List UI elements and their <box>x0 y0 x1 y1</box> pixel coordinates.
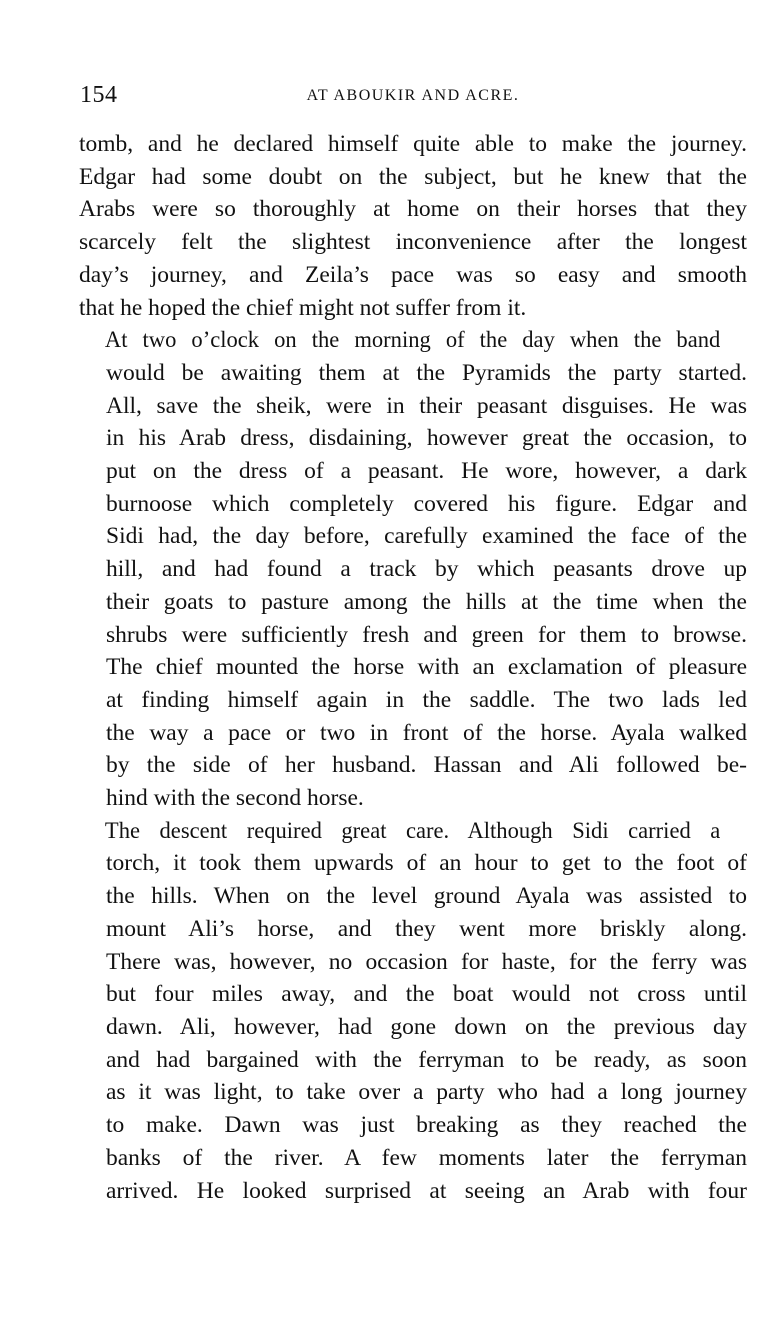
text-line: banks of the river. A few moments later the ferryman <box>106 1144 747 1171</box>
paragraph <box>79 815 747 1207</box>
text-line: All, save the sheik, were in their peasant disguises. He was <box>106 392 747 419</box>
paragraph <box>79 128 747 324</box>
text-line: hind with the second horse. <box>106 785 364 812</box>
text-line: Sidi had, the day before, carefully examined the face of the <box>106 523 747 550</box>
page-number: 154 <box>80 82 118 108</box>
text-line: The chief mounted the horse with an exclamation of pleasure <box>106 654 747 681</box>
text-line: dawn. Ali, however, had gone down on the previous day <box>106 1013 747 1040</box>
text-line: day’s journey, and Zeila’s pace was so easy and smooth <box>79 261 747 288</box>
text-line: in his Arab dress, disdaining, however great the occasion, to <box>106 425 747 452</box>
text-line: by the side of her husband. Hassan and Ali followed be- <box>106 752 747 779</box>
text-line: that he hoped the chief might not suffer from it. <box>79 294 527 321</box>
text-line: arrived. He looked surprised at seeing an Arab with four <box>106 1177 747 1204</box>
text-line: mount Ali’s horse, and they went more briskly along. <box>106 915 747 942</box>
text-line: burnoose which completely covered his figure. Edgar and <box>106 490 747 517</box>
text-line: and had bargained with the ferryman to be ready, as soon <box>106 1046 747 1073</box>
text-line: to make. Dawn was just breaking as they reached the <box>106 1112 747 1139</box>
body-text <box>79 128 747 1207</box>
text-line: Edgar had some doubt on the subject, but he knew that the <box>79 163 747 190</box>
text-line: hill, and had found a track by which peasants drove up <box>106 556 747 583</box>
text-line: Arabs were so thoroughly at home on their horses that they <box>79 196 747 223</box>
text-line: the way a pace or two in front of the horse. Ayala walked <box>106 719 747 746</box>
text-line: at finding himself again in the saddle. The two lads led <box>106 686 747 713</box>
text-line: At two o’clock on the morning of the day when the band <box>104 327 721 354</box>
text-line: tomb, and he declared himself quite able to make the journey. <box>79 131 747 157</box>
text-line: shrubs were sufficiently fresh and green for them to browse. <box>106 621 747 648</box>
text-line: put on the dress of a peasant. He wore, however, a dark <box>106 458 747 485</box>
text-line: scarcely felt the slightest inconvenience after the longest <box>79 229 747 256</box>
paragraph <box>79 324 747 815</box>
text-line: The descent required great care. Although Sidi carried a <box>104 817 721 844</box>
text-line: as it was light, to take over a party who had a long journey <box>106 1079 747 1106</box>
text-line: their goats to pasture among the hills at the time when the <box>106 588 747 615</box>
text-line: There was, however, no occasion for haste, for the ferry was <box>106 948 747 975</box>
running-head <box>80 82 746 112</box>
text-line: torch, it took them upwards of an hour to get to the foot of <box>106 850 747 877</box>
text-line: but four miles away, and the boat would not cross until <box>106 981 747 1008</box>
running-title: AT ABOUKIR AND ACRE. <box>306 87 520 104</box>
text-line: the hills. When on the level ground Ayala was assisted to <box>106 883 747 910</box>
text-line: would be awaiting them at the Pyramids the party started. <box>106 359 747 386</box>
